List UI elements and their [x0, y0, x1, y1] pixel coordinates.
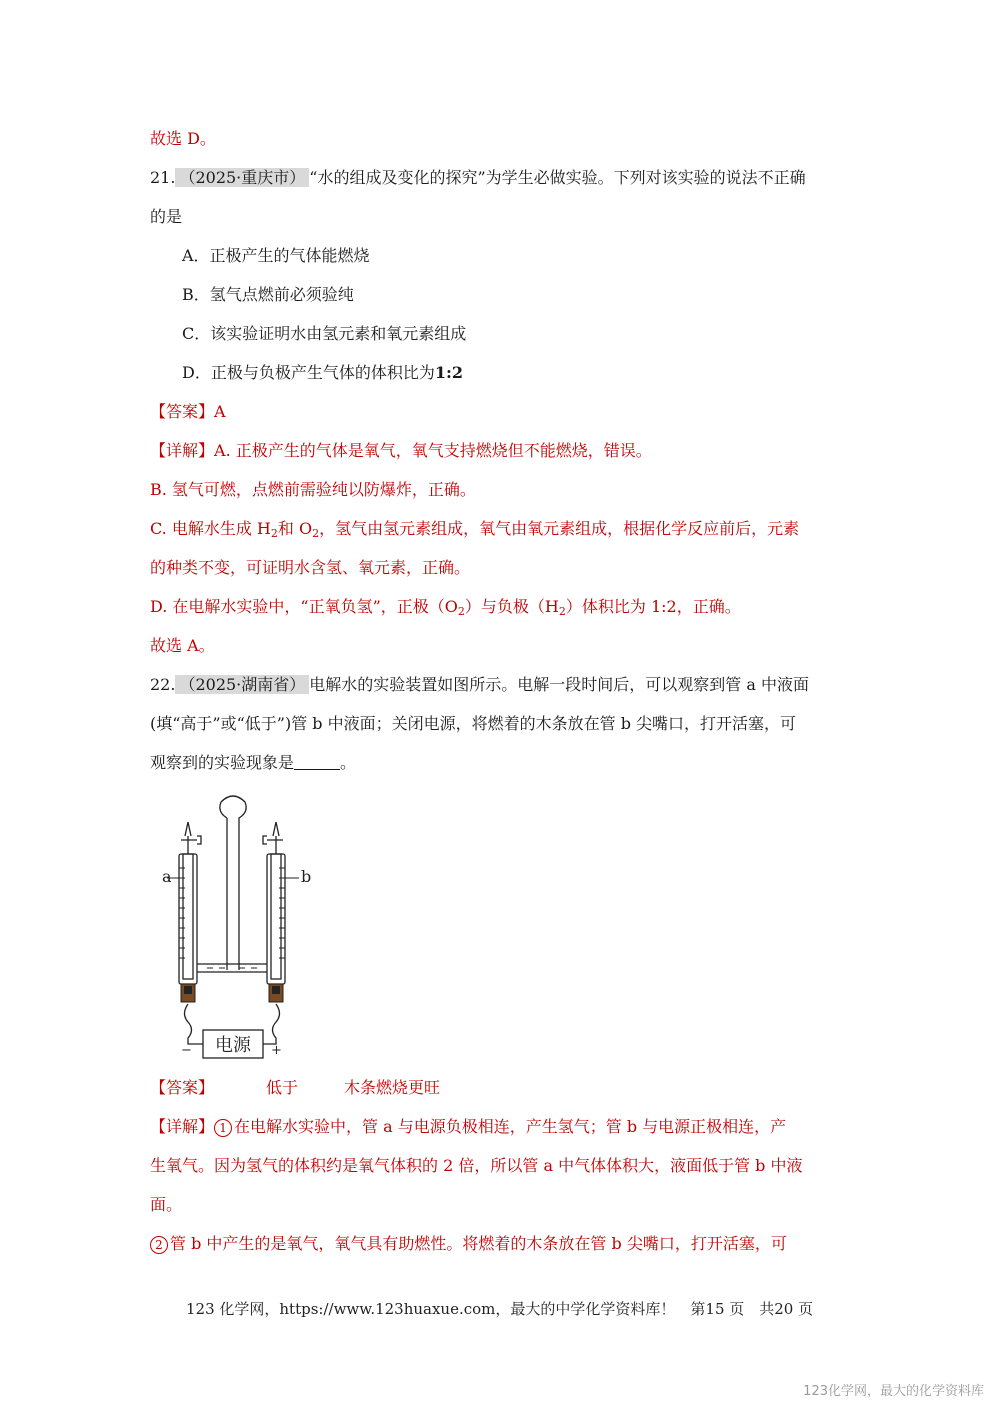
q21-detail-c-mid: 和 O: [277, 519, 313, 538]
tube-a-label: a: [162, 867, 172, 886]
q21-conclusion: 故选 A。: [150, 636, 215, 655]
page-footer: 123 化学网，https://www.123huaxue.com，最大的中学化学资料库！ 第15 页 共20 页: [186, 1300, 814, 1318]
o2-subscript: 2: [457, 605, 465, 618]
q21-detail-b: B. 氢气可燃，点燃前需验纯以防爆炸，正确。: [150, 480, 476, 499]
q22-stem-line-1: [150, 674, 809, 696]
q22-detail-2a-text: 管 b 中产生的是氧气，氧气具有助燃性。将燃着的木条放在管 b 尖嘴口，打开活塞，可: [170, 1234, 787, 1253]
minus-terminal-label: −: [181, 1043, 192, 1058]
electrode-left: [181, 984, 195, 1002]
circled-number-2: 2: [150, 1236, 168, 1254]
q22-detail-1a: [150, 1116, 786, 1138]
q21-detail-c-post: ，氢气由氢元素组成，氧气由氧元素组成，根据化学反应前后，元素: [319, 519, 800, 538]
q21-detail-d-pre: D. 在电解水实验中，“正氧负氢”，正极（O: [150, 597, 458, 616]
q22-answer-2: 木条燃烧更旺: [344, 1078, 441, 1097]
q21-answer-label: 【答案】: [150, 402, 215, 421]
q22-detail-1a-text: 在电解水实验中，管 a 与电源负极相连，产生氢气；管 b 与电源正极相连，产: [234, 1117, 787, 1136]
answer-blank: [294, 753, 340, 770]
circled-number-1: 1: [214, 1119, 232, 1137]
q21-answer-value: A: [214, 402, 226, 421]
q21-detail-d-post: ）体积比为 1:2，正确。: [565, 597, 741, 616]
q21-detail-a: [150, 440, 652, 462]
h2-subscript: 2: [558, 605, 566, 618]
site-watermark: 123化学网，最大的化学资料库: [803, 1384, 984, 1399]
q21-source-tag: （2025·重庆市）: [175, 168, 309, 187]
tube-b-label: b: [301, 867, 312, 886]
q22-answer-label: 【答案】: [150, 1078, 215, 1097]
q21-answer: [150, 401, 226, 423]
q21-number: 21.: [150, 168, 176, 187]
q22-source-tag: （2025·湖南省）: [175, 675, 309, 694]
q21-detail-label: 【详解】: [150, 441, 215, 460]
q21-detail-d-mid: ）与负极（H: [464, 597, 559, 616]
q22-detail-1c: 面。: [150, 1195, 183, 1214]
electrolysis-apparatus-diagram: [145, 792, 320, 1062]
q21-detail-a-text: A. 正极产生的气体是氧气，氧气支持燃烧但不能燃烧，错误。: [214, 441, 652, 460]
q22-stem-text: 电解水的实验装置如图所示。电解一段时间后，可以观察到管 a 中液面: [309, 675, 809, 694]
q22-detail-2a: [150, 1233, 787, 1255]
q21-detail-c-pre: C. 电解水生成 H: [150, 519, 271, 538]
q22-answer-1: 低于: [266, 1078, 299, 1097]
q21-option-a: A．正极产生的气体能燃烧: [182, 246, 370, 265]
q22-number: 22.: [150, 675, 176, 694]
q21-stem-text: “水的组成及变化的探究”为学生必做实验。下列对该实验的说法不正确: [309, 168, 806, 187]
q22-stem-3-end: 。: [340, 753, 357, 772]
h2-subscript: 2: [270, 527, 278, 540]
q22-detail-1b: 生氧气。因为氢气的体积约是氧气体积的 2 倍，所以管 a 中气体体积大，液面低于管 b 中液: [150, 1156, 803, 1175]
q22-detail-label: 【详解】: [150, 1117, 215, 1136]
q21-stem-line-2: 的是: [150, 207, 183, 226]
q21-stem-line-1: [150, 167, 806, 189]
q21-option-d-text: D．正极与负极产生气体的体积比为: [182, 363, 435, 382]
q21-detail-d: [150, 596, 741, 623]
q21-option-c: C．该实验证明水由氢元素和氧元素组成: [182, 324, 467, 343]
q22-answer: [150, 1077, 440, 1099]
prev-conclusion: 故选 D。: [150, 129, 216, 148]
q22-stem-3-text: 观察到的实验现象是: [150, 753, 295, 772]
q21-detail-c: [150, 518, 799, 545]
plus-terminal-label: +: [271, 1043, 282, 1058]
o2-subscript: 2: [312, 527, 320, 540]
q21-option-b: B．氢气点燃前必须验纯: [182, 285, 354, 304]
q21-option-d: [182, 362, 463, 384]
q22-stem-line-3: [150, 752, 356, 774]
power-supply-label: 电源: [215, 1035, 251, 1056]
q21-option-d-ratio: 1:2: [434, 363, 464, 382]
electrode-right: [269, 984, 283, 1002]
q22-stem-line-2: (填“高于”或“低于”)管 b 中液面；关闭电源，将燃着的木条放在管 b 尖嘴口，打开活塞，可: [150, 714, 797, 733]
q21-detail-c-line-2: 的种类不变，可证明水含氢、氧元素，正确。: [150, 558, 471, 577]
